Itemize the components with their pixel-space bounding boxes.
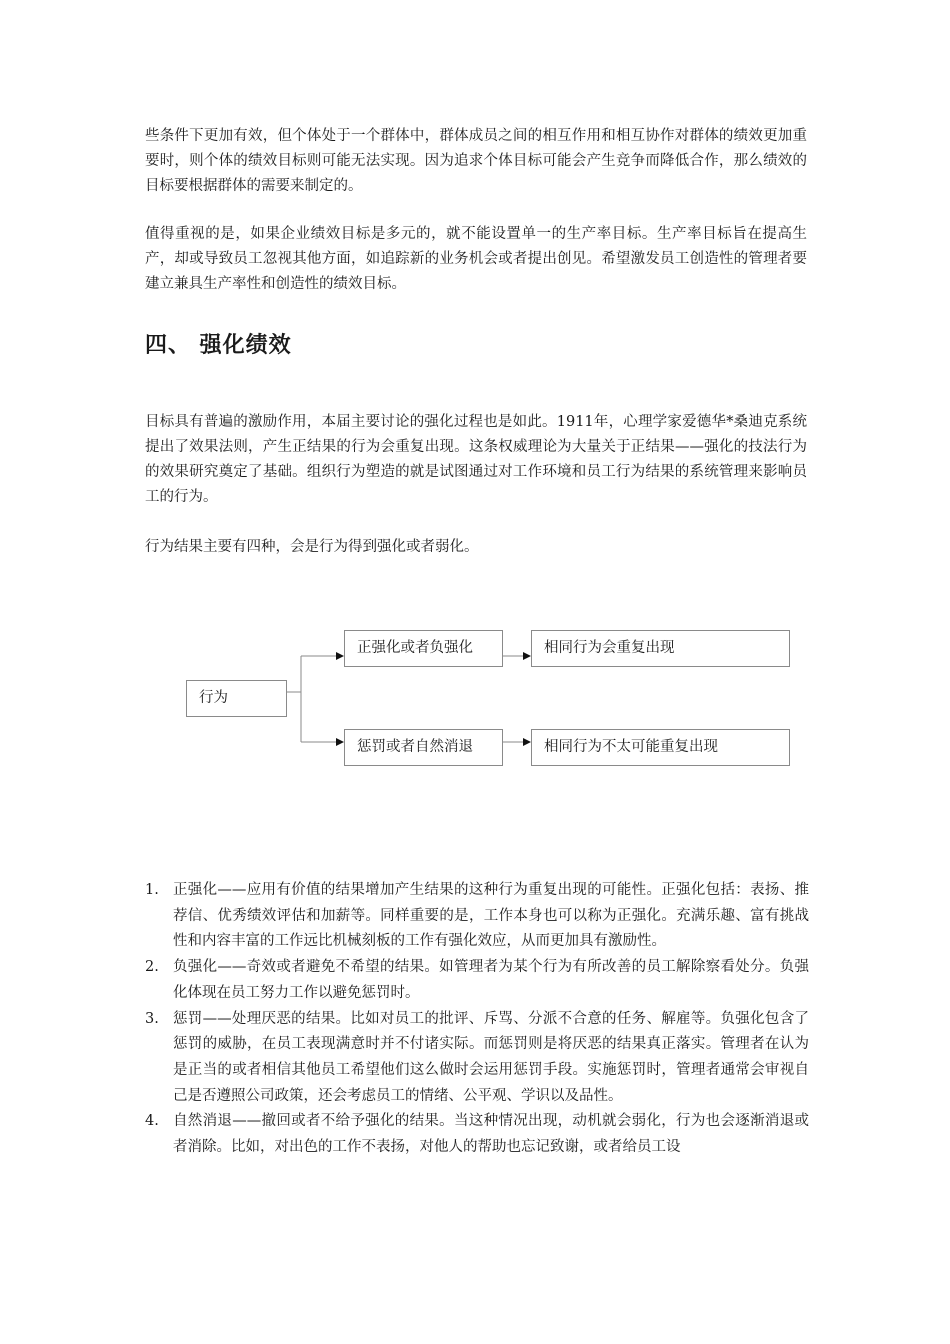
paragraph-group-goals: 些条件下更加有效，但个体处于一个群体中，群体成员之间的相互作用和相互协作对群体的绩效更加重要时，则个体的绩效目标则可能无法实现。因为追求个体目标可能会产生竞争而降低合作，那么绩效的目标要根据群体的需要来制定的。: [145, 128, 807, 194]
list-item: [145, 878, 809, 955]
outcome-list: [145, 878, 809, 1161]
list-item-text: 负强化——奇效或者避免不希望的结果。如管理者为某个行为有所改善的员工解除察看处分。负强化体现在员工努力工作以避免惩罚时。: [173, 959, 809, 1001]
list-item: [145, 1007, 809, 1110]
diagram-box-punishment: 惩罚或者自然消退: [344, 729, 503, 766]
diagram-box-repeat: 相同行为会重复出现: [531, 630, 790, 667]
diagram-box-reinforcement: 正强化或者负强化: [344, 630, 503, 667]
list-item-text: 惩罚——处理厌恶的结果。比如对员工的批评、斥骂、分派不合意的任务、解雇等。负强化包含了惩罚的威胁，在员工表现满意时并不付诸实际。而惩罚则是将厌恶的结果真正落实。管理者在认为是正当的或者相信其他员工希望他们这么做时会运用惩罚手段。实施惩罚时，管理者通常会审视自己是否遵照公司政策，还会考虑员工的情绪、公平观、学识以及品性。: [173, 1010, 809, 1104]
paragraph-four-outcomes: 行为结果主要有四种，会是行为得到强化或者弱化。: [145, 539, 479, 555]
list-item-text: 自然消退——撤回或者不给予强化的结果。当这种情况出现，动机就会弱化，行为也会逐渐消退或者消除。比如，对出色的工作不表扬，对他人的帮助也忘记致谢，或者给员工设: [173, 1113, 809, 1156]
list-item: [145, 955, 809, 1006]
paragraph-multiple-goals: 值得重视的是，如果企业绩效目标是多元的，就不能设置单一的生产率目标。生产率目标旨在提高生产，却或导致员工忽视其他方面，如追踪新的业务机会或者提出创见。希望激发员工创造性的管理者要建立兼具生产率性和创造性的绩效目标。: [145, 226, 807, 292]
paragraph-reinforcement-intro: 目标具有普遍的激励作用，本届主要讨论的强化过程也是如此。1911年，心理学家爱德华*桑迪克系统提出了效果法则，产生正结果的行为会重复出现。这条权威理论为大量关于正结果——强化的技法行为的效果研究奠定了基础。组织行为塑造的就是试图通过对工作环境和员工行为结果的系统管理来影响员工的行为。: [145, 414, 807, 505]
list-number: 2.: [145, 959, 159, 976]
list-number: 4.: [145, 1113, 159, 1130]
list-item: [145, 1109, 809, 1160]
list-number: 3.: [145, 1010, 159, 1027]
list-item-text: 正强化——应用有价值的结果增加产生结果的这种行为重复出现的可能性。正强化包括：表扬、推荐信、优秀绩效评估和加薪等。同样重要的是，工作本身也可以称为正强化。充满乐趣、富有挑战性和内容丰富的工作远比机械刻板的工作有强化效应，从而更加具有激励性。: [173, 882, 809, 950]
diagram-box-behavior: 行为: [186, 680, 287, 717]
list-number: 1.: [145, 882, 159, 898]
section-heading: 四、 强化绩效: [145, 333, 292, 358]
diagram-box-no-repeat: 相同行为不太可能重复出现: [531, 729, 790, 766]
